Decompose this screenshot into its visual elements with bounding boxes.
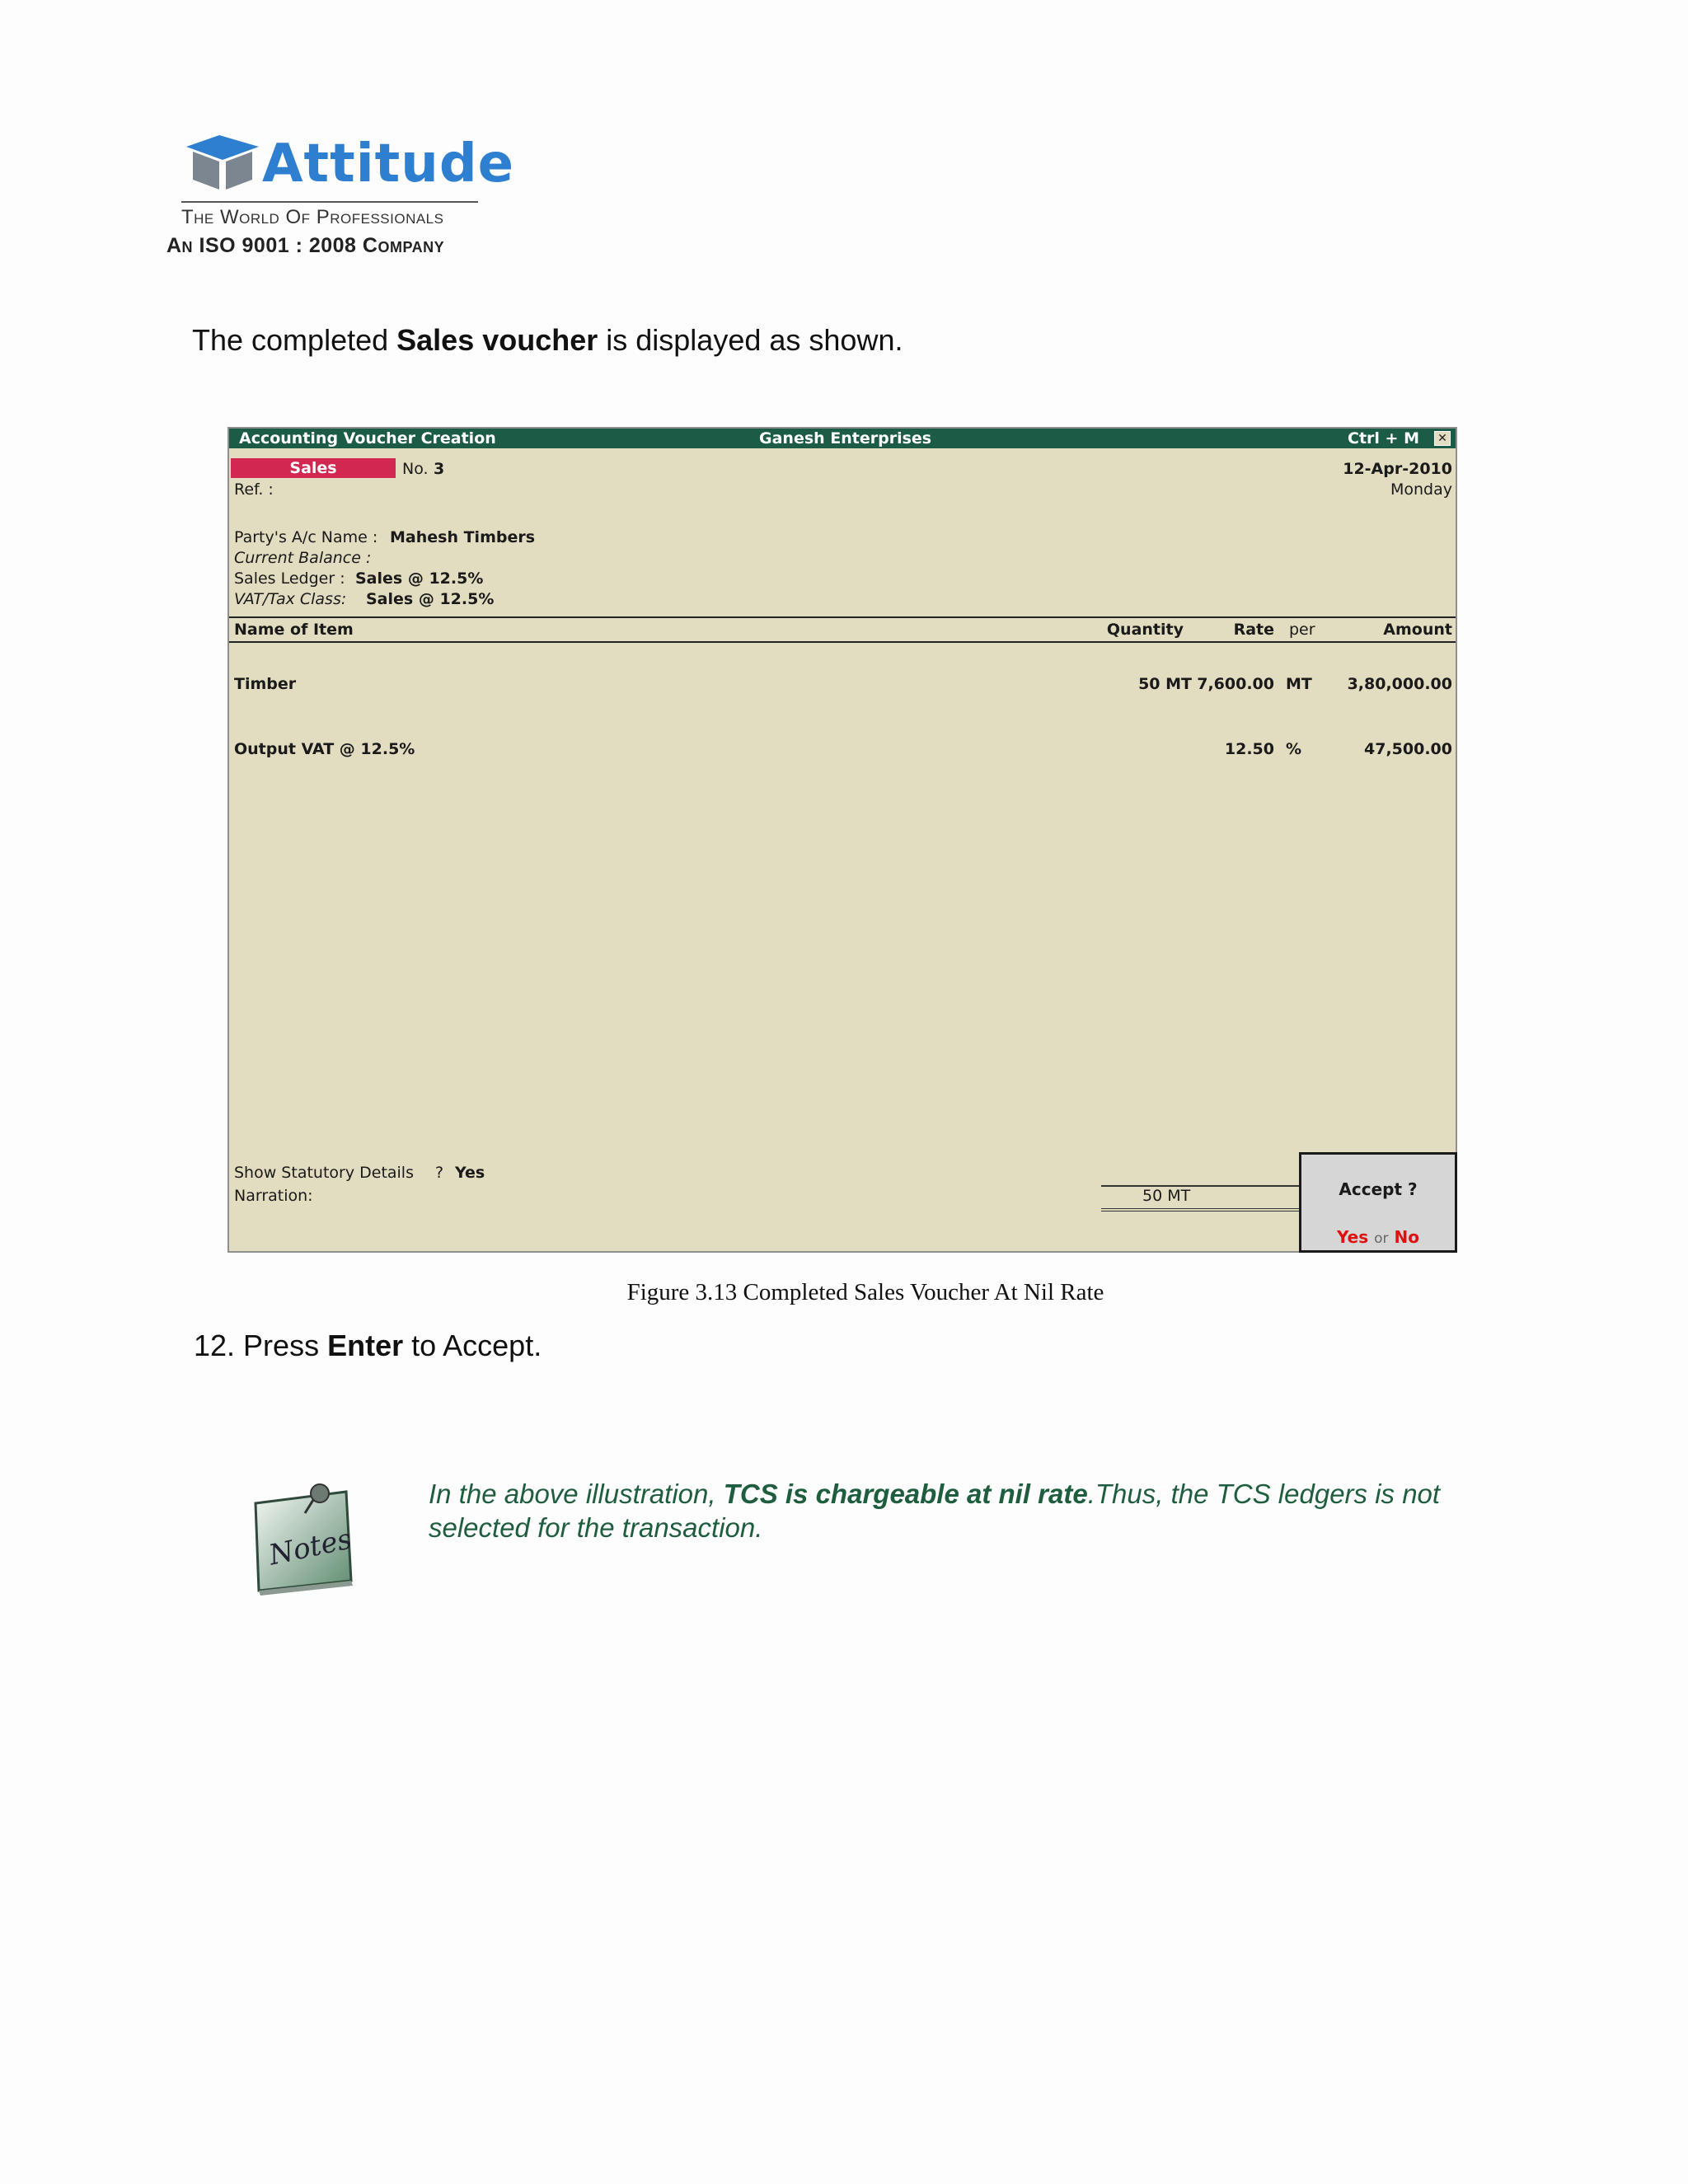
graduation-cap-icon [183,135,262,194]
row-item: Timber [234,675,297,693]
intro-text [192,323,903,358]
voucher-day: Monday [1390,480,1452,499]
row-per: MT [1286,675,1312,693]
attitude-logo [165,132,515,264]
shortcut-label[interactable]: Ctrl + M [1348,429,1419,448]
notes-icon-text: Notes [265,1522,355,1572]
step-text [194,1329,542,1363]
sales-ledger-label: Sales Ledger : [234,569,345,588]
accept-yes-button[interactable]: Yes [1337,1227,1369,1247]
screen-title: Accounting Voucher Creation [239,429,496,448]
col-amount-header: Amount [1383,621,1452,639]
note-bold: TCS is chargeable at nil rate [723,1479,1088,1509]
party-label: Party's A/c Name : [234,528,378,546]
row-quantity: 50 MT [1138,675,1192,693]
step-bold: Enter [327,1329,404,1362]
header-bottom-rule [229,641,1456,643]
step-number: 12. [194,1329,236,1362]
voucher-date[interactable]: 12-Apr-2010 [1343,460,1452,478]
row-item: Output VAT @ 12.5% [234,740,415,758]
header-top-rule [229,616,1456,618]
col-item-header: Name of Item [234,621,354,639]
figure-caption: Figure 3.13 Completed Sales Voucher At Nil Rate [626,1279,1104,1305]
intro-before: The completed [192,323,397,357]
note-before: In the above illustration, [429,1479,724,1509]
statutory-question: ? [435,1164,444,1182]
row-amount: 3,80,000.00 [1347,675,1452,693]
logo-brand: Attitude [262,134,515,194]
vat-class-label: VAT/Tax Class: [234,590,347,608]
row-per: % [1286,740,1302,758]
intro-bold: Sales voucher [396,323,598,357]
statutory-label: Show Statutory Details [234,1164,414,1182]
accept-no-button[interactable]: No [1394,1227,1419,1247]
close-icon[interactable]: ✕ [1434,431,1451,446]
sales-ledger-value[interactable]: Sales @ 12.5% [355,569,484,588]
total-bottom-rule [1101,1208,1299,1212]
voucher-screen [227,427,1457,1253]
narration-label[interactable]: Narration: [234,1187,313,1205]
total-top-rule [1101,1185,1299,1187]
note-text [429,1477,1467,1544]
voucher-no[interactable]: 3 [434,460,445,478]
accept-options [1301,1227,1455,1247]
balance-label: Current Balance : [234,549,372,567]
col-per-header: per [1289,621,1315,639]
step-before: Press [235,1329,328,1362]
voucher-no-label: No. [402,460,429,478]
accept-dialog [1299,1152,1457,1253]
intro-after: is displayed as shown. [598,323,903,357]
note-after: .Thus, the TCS ledgers is not selected for the transaction. [429,1479,1441,1543]
row-amount: 47,500.00 [1364,740,1452,758]
ref-label[interactable]: Ref. : [234,480,274,499]
accept-question: Accept ? [1339,1179,1418,1199]
logo-tagline: The World Of Professionals [181,206,444,228]
total-quantity: 50 MT [1142,1187,1191,1205]
screen-titlebar [229,429,1456,448]
vat-class-value[interactable]: Sales @ 12.5% [366,590,495,608]
logo-divider [181,201,478,203]
logo-iso: An ISO 9001 : 2008 Company [166,234,445,257]
col-quantity-header: Quantity [1106,621,1184,639]
company-name: Ganesh Enterprises [759,429,932,448]
party-value[interactable]: Mahesh Timbers [390,528,536,546]
accept-or: or [1374,1230,1389,1247]
row-rate: 7,600.00 [1197,675,1274,693]
col-rate-header: Rate [1233,621,1274,639]
voucher-type[interactable]: Sales [231,458,396,478]
step-after: to Accept. [403,1329,542,1362]
statutory-value[interactable]: Yes [455,1164,485,1182]
row-rate: 12.50 [1224,740,1274,758]
notes-icon [247,1475,371,1603]
